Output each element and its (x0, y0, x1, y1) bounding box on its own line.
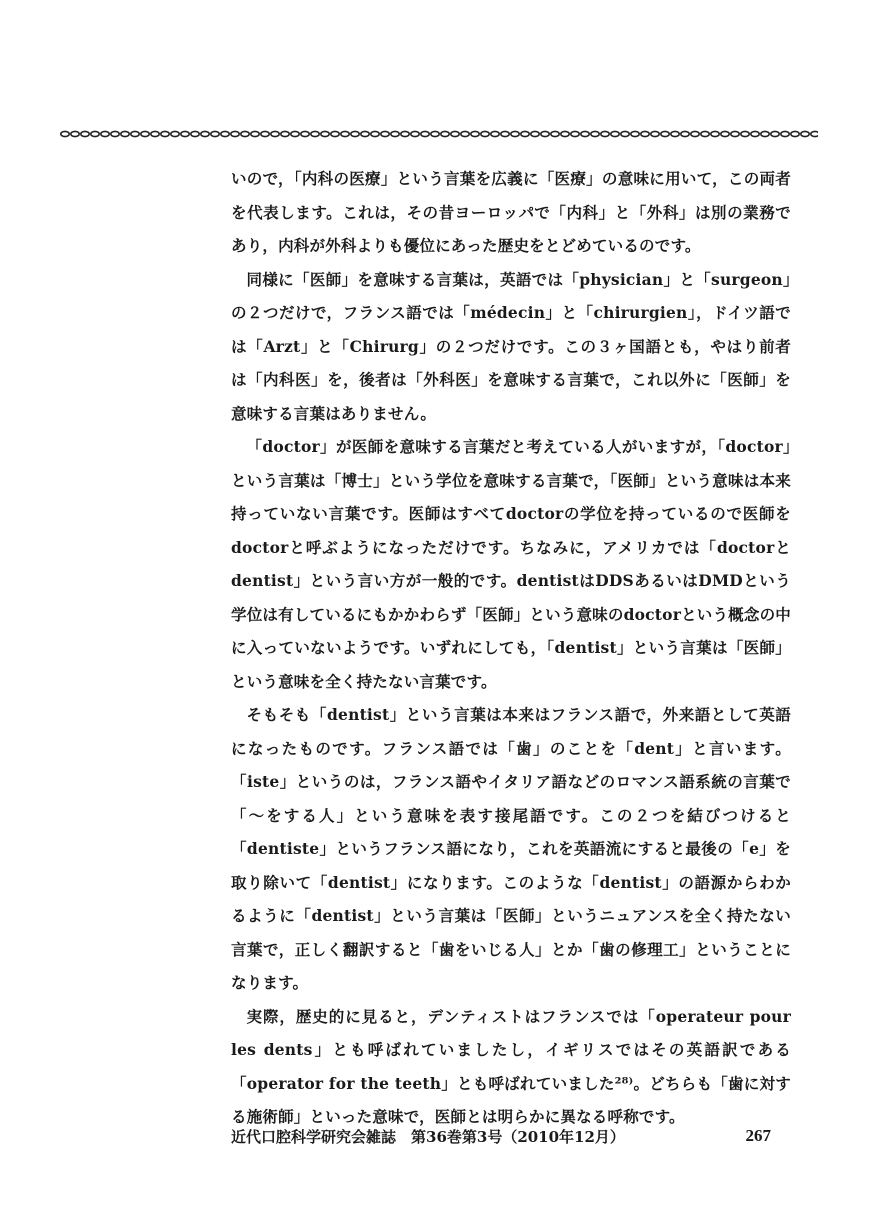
paragraph: そもそも「dentist」という言葉は本来はフランス語で，外来語として英語になったものです。フランス語では「歯」のことを「dent」と言います。「iste」というのは，フランス語やイタリア語などのロマンス語系統の言葉で「～をする人」という意味を表す接尾語です。この２つを結びつけると「dentiste」というフランス語になり，これを英語流にすると最後の「e」を取り除いて「dentist」になります。このような「dentist」の語源からわかるように「dentist」という言葉は「医師」というニュアンスを全く持たない言葉で，正しく翻訳すると「歯をいじる人」とか「歯の修理工」ということになります。 (231, 705, 791, 992)
page-number: 267 (745, 1126, 771, 1145)
decorative-chain-border (60, 128, 818, 140)
paragraph: 実際，歴史的に見ると，デンティストはフランスでは「operateur pour les dents」とも呼ばれていましたし，イギリスではその英語訳である「operator for the teeth」とも呼ばれていました²⁸⁾。どちらも「歯に対する施術師」といった意味で，医師とは明らかに異なる呼称です。 (231, 1006, 791, 1126)
chain-pattern-icon (60, 128, 818, 140)
page-footer (231, 1126, 771, 1148)
journal-citation: 近代口腔科学研究会雑誌 第36巻第3号（2010年12月） (231, 1128, 625, 1146)
paragraph: 「doctor」が医師を意味する言葉だと考えている人がいますが，「doctor」という言葉は「博士」という学位を意味する言葉で，「医師」という意味は本来持っていない言葉です。医師はすべてdoctorの学位を持っているので医師をdoctorと呼ぶようになっただけです。ちなみに，アメリカでは「doctorとdentist」という言い方が一般的です。dentistはDDSあるいはDMDという学位は有しているにもかかわらず「医師」という意味のdoctorという概念の中に入っていないようです。いずれにしても，「dentist」という言葉は「医師」という意味を全く持たない言葉です。 (231, 437, 791, 691)
paragraph: いので，「内科の医療」という言葉を広義に「医療」の意味に用いて，この両者を代表します。これは，その昔ヨーロッパで「内科」と「外科」は別の業務であり，内科が外科よりも優位にあった歴史をとどめているのです。 (231, 169, 791, 255)
article-body (231, 162, 791, 1134)
paragraph: 同様に「医師」を意味する言葉は，英語では「physician」と「surgeon」の２つだけで，フランス語では「médecin」と「chirurgien」，ドイツ語では「Arzt」と「Chirurg」の２つだけです。この３ヶ国語とも，やはり前者は「内科医」を，後者は「外科医」を意味する言葉で，これ以外に「医師」を意味する言葉はありません。 (231, 269, 791, 423)
